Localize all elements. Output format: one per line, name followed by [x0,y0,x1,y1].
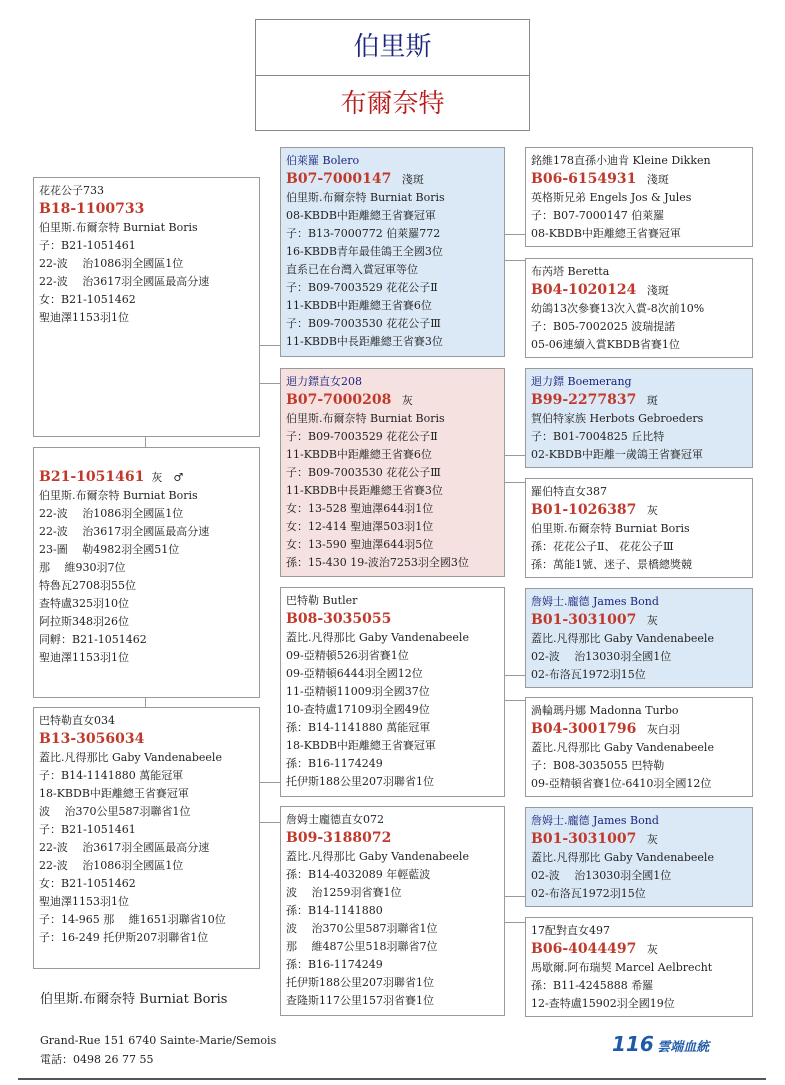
ssd-card [525,258,753,358]
dam-line: 子：16-249 托伊斯207羽聯省1位 [39,931,209,944]
sire-line: 聖迪澤1153羽1位 [39,311,129,324]
connector-line [505,700,525,701]
dam-line: 18-KBDB中距離總王省賽冠軍 [39,787,189,800]
logo-text: 雲端血統 [657,1040,710,1055]
sss-line: 子：B07-7000147 伯萊羅 [531,209,665,222]
subject-line: 聖迪澤1153羽1位 [39,651,129,664]
connector-line [505,260,525,261]
sire-sire-line: 16-KBDB青年最佳鴿王全國3位 [286,245,443,258]
sire-dam-line: 女：12-414 聖迪澤503羽1位 [286,520,434,533]
sdd-line: 孫：萬能1號、迷子、景橋總獎競 [531,558,692,571]
sss-line: 08-KBDB中距離總王省賽冠軍 [531,227,681,240]
sire-dam-name: 迴力鏢直女208 [286,375,362,388]
subject-ring-number: B21-1051461 [39,469,145,485]
sire-sire-name: 伯萊羅 Bolero [286,154,360,167]
dss-line: 蓋比.凡得那比 Gaby Vandenabeele [531,632,714,645]
ddd-color: 灰 [646,943,658,956]
dss-name: 詹姆士.龐德 James Bond [531,595,659,608]
connector-line [505,675,525,676]
ssd-line: 子：B05-7002025 波瑞提諾 [531,320,676,333]
dam-line: 子：B14-1141880 萬能冠軍 [39,769,184,782]
sds-name: 迴力鏢 Boemerang [531,375,632,388]
sdd-color: 灰 [646,504,658,517]
sire-sire-card [280,147,505,357]
dsd-color: 灰白羽 [646,723,680,736]
dsd-line: 子：B08-3035055 巴特勒 [531,759,665,772]
dds-line: 02-布洛瓦1972羽15位 [531,887,646,900]
dam-sire-line: 09-亞精頓6444羽全國12位 [286,667,423,680]
dam-sire-line: 10-查特盧17109羽全國49位 [286,703,430,716]
sire-dam-color: 灰 [401,394,413,407]
subject-line: 查特盧325羽10位 [39,597,129,610]
dsd-ring-number: B04-3001796 [531,721,637,737]
subject-line: 特魯瓦2708羽55位 [39,579,136,592]
sdd-line: 孫：花花公子Ⅱ、 花花公子Ⅲ [531,540,674,553]
connector-line [505,896,525,897]
dam-sire-line: 09-亞精頓526羽省賽1位 [286,649,409,662]
subject-card [33,447,260,698]
sire-card [33,177,260,437]
dam-line: 聖迪澤1153羽1位 [39,895,129,908]
dam-dam-line: 托伊斯188公里207羽聯省1位 [286,976,434,989]
ddd-card [525,917,753,1017]
sire-sire-line: 直系已在台灣入賞冠軍等位 [286,263,418,276]
ddd-line: 馬歇爾.阿布瑞契 Marcel Aelbrecht [531,961,713,974]
dam-dam-card [280,806,505,1016]
ssd-line: 幼鴿13次參賽13次入賞-8次前10% [531,302,705,315]
header-title-box [255,19,530,131]
dam-sire-line: 托伊斯188公里207羽聯省1位 [286,775,434,788]
sdd-name: 羅伯特直女387 [531,485,607,498]
sdd-card [525,478,753,578]
subject-line: 同孵：B21-1051462 [39,633,147,646]
subject-line: 22-波 治3617羽全國區最高分速 [39,525,210,538]
sds-line: 賀伯特家族 Herbots Gebroeders [531,412,704,425]
sire-dam-line: 子：B09-7003529 花花公子Ⅱ [286,430,438,443]
dam-dam-line: 孫：B14-4032089 年輕藍波 [286,868,431,881]
dam-sire-card [280,587,505,797]
sire-sire-line: 伯里斯.布爾奈特 Burniat Boris [286,191,445,204]
sds-color: 斑 [646,394,658,407]
breeder-address: Grand-Rue 151 6740 Sainte-Marie/Semois [40,1034,277,1047]
sire-ring-number: B18-1100733 [39,201,145,217]
subject-line: 阿拉斯348羽26位 [39,615,129,628]
dam-dam-line: 孫：B16-1174249 [286,958,383,971]
dss-card [525,588,753,688]
dam-dam-ring-number: B09-3188072 [286,830,392,846]
sss-color: 淺斑 [646,173,669,186]
ssd-name: 布芮塔 Beretta [531,265,610,278]
dam-sire-name: 巴特勒 Butler [286,594,358,607]
sire-sire-line: 11-KBDB中距離總王省賽6位 [286,299,432,312]
sss-ring-number: B06-6154931 [531,171,637,187]
sire-dam-card [280,368,505,577]
sire-dam-line: 女：13-590 聖迪澤644羽5位 [286,538,434,551]
sss-line: 英格斯兄弟 Engels Jos & Jules [531,191,692,204]
dam-dam-line: 那 維487公里518羽聯省7位 [286,940,438,953]
bottom-divider [18,1078,766,1080]
sire-sire-line: 11-KBDB中長距離總王省賽3位 [286,335,443,348]
dds-name: 詹姆士.龐德 James Bond [531,814,659,827]
sire-line: 22-波 治3617羽全國區最高分速 [39,275,210,288]
subject-line: 22-波 治1086羽全國區1位 [39,507,184,520]
dam-line: 女：B21-1051462 [39,877,136,890]
dam-ring-number: B13-3056034 [39,731,145,747]
dam-line: 子：14-965 那 維1651羽聯省10位 [39,913,226,926]
dds-line: 蓋比.凡得那比 Gaby Vandenabeele [531,851,714,864]
dsd-name: 渦輪瑪丹娜 Madonna Turbo [531,704,679,717]
dam-line: 22-波 治1086羽全國區1位 [39,859,184,872]
dds-color: 灰 [646,833,658,846]
connector-line [259,345,280,346]
dam-card [33,707,260,969]
connector-line [505,455,525,456]
connector-line [505,922,525,923]
subject-line: 23-圖 勒4982羽全國51位 [39,543,180,556]
breeder-name: 伯里斯.布爾奈特 Burniat Boris [40,992,228,1007]
dam-dam-line: 孫：B14-1141880 [286,904,383,917]
sire-line: 伯里斯.布爾奈特 Burniat Boris [39,221,198,234]
dam-name: 巴特勒直女034 [39,714,115,727]
connector-line [259,383,280,384]
sire-dam-line: 11-KBDB中長距離總王省賽3位 [286,484,443,497]
sdd-ring-number: B01-1026387 [531,502,637,518]
header-line-1: 伯里斯 [256,20,529,76]
sire-line: 子：B21-1051461 [39,239,136,252]
header-line-2: 布爾奈特 [340,89,445,119]
connector-line [259,822,280,823]
connector-line [505,234,525,235]
dds-card [525,807,753,907]
dam-dam-name: 詹姆士龐德直女072 [286,813,384,826]
dsd-line: 蓋比.凡得那比 Gaby Vandenabeele [531,741,714,754]
sds-line: 02-KBDB中距離一歲鴿王省賽冠軍 [531,448,703,461]
connector-line [145,697,146,707]
connector-line [505,482,525,483]
sss-name: 銘維178直孫小迪肯 Kleine Dikken [531,154,711,167]
dam-dam-line: 查隆斯117公里157羽省賽1位 [286,994,434,1007]
site-logo [612,1032,722,1058]
sire-name: 花花公子733 [39,184,104,197]
sire-dam-line: 女：13-528 聖迪澤644羽1位 [286,502,434,515]
dam-sire-line: 11-亞精頓11009羽全國37位 [286,685,430,698]
dds-line: 02-波 治13030羽全國1位 [531,869,672,882]
connector-line [259,782,280,783]
dam-dam-line: 波 治370公里587羽聯省1位 [286,922,438,935]
logo-number: 116 [612,1032,654,1056]
sire-line: 22-波 治1086羽全國區1位 [39,257,184,270]
subject-line: 那 維930羽7位 [39,561,126,574]
sire-dam-line: 子：B09-7003530 花花公子Ⅲ [286,466,441,479]
dam-sire-line: 18-KBDB中距離總王省賽冠軍 [286,739,436,752]
dam-line: 22-波 治3617羽全國區最高分速 [39,841,210,854]
dss-line: 02-布洛瓦1972羽15位 [531,668,646,681]
dam-sire-ring-number: B08-3035055 [286,611,392,627]
sire-dam-line: 伯里斯.布爾奈特 Burniat Boris [286,412,445,425]
sds-card [525,368,753,468]
ssd-ring-number: B04-1020124 [531,282,637,298]
dam-line: 波 治370公里587羽聯省1位 [39,805,191,818]
sds-line: 子：B01-7004825 丘比特 [531,430,665,443]
ssd-line: 05-06連續入賞KBDB省賽1位 [531,338,680,351]
sss-card [525,147,753,247]
dam-sire-line: 蓋比.凡得那比 Gaby Vandenabeele [286,631,469,644]
dss-line: 02-波 治13030羽全國1位 [531,650,672,663]
dam-dam-line: 波 治1259羽省賽1位 [286,886,402,899]
sire-sire-line: 子：B09-7003529 花花公子Ⅱ [286,281,438,294]
sire-line: 女：B21-1051462 [39,293,136,306]
ssd-color: 淺斑 [646,284,669,297]
subject-line: 伯里斯.布爾奈特 Burniat Boris [39,489,198,502]
dss-ring-number: B01-3031007 [531,612,637,628]
sire-sire-line: 子：B09-7003530 花花公子Ⅲ [286,317,441,330]
sire-dam-line: 孫：15-430 19-波治7253羽全國3位 [286,556,469,569]
dam-sire-line: 孫：B16-1174249 [286,757,383,770]
ddd-line: 12-查特盧15902羽全國19位 [531,997,675,1010]
sire-dam-line: 11-KBDB中距離總王省賽6位 [286,448,432,461]
dam-line: 子：B21-1051461 [39,823,136,836]
sire-sire-line: 08-KBDB中距離總王省賽冠軍 [286,209,436,222]
ddd-ring-number: B06-4044497 [531,941,637,957]
dsd-line: 09-亞精頓省賽1位-6410羽全國12位 [531,777,712,790]
dsd-card [525,697,753,797]
dam-sire-line: 孫：B14-1141880 萬能冠軍 [286,721,431,734]
dss-color: 灰 [646,614,658,627]
sdd-line: 伯里斯.布爾奈特 Burniat Boris [531,522,690,535]
sire-dam-ring-number: B07-7000208 [286,392,392,408]
sire-sire-line: 子：B13-7000772 伯萊羅772 [286,227,441,240]
sire-sire-color: 淺斑 [401,173,424,186]
dam-line: 蓋比.凡得那比 Gaby Vandenabeele [39,751,222,764]
ddd-line: 孫：B11-4245888 希羅 [531,979,654,992]
subject-color-sex: 灰 ♂ [151,471,184,484]
ddd-name: 17配對直女497 [531,924,610,937]
sire-sire-ring-number: B07-7000147 [286,171,392,187]
dam-dam-line: 蓋比.凡得那比 Gaby Vandenabeele [286,850,469,863]
dds-ring-number: B01-3031007 [531,831,637,847]
breeder-phone: 電話：0498 26 77 55 [40,1053,154,1066]
sds-ring-number: B99-2277837 [531,392,637,408]
